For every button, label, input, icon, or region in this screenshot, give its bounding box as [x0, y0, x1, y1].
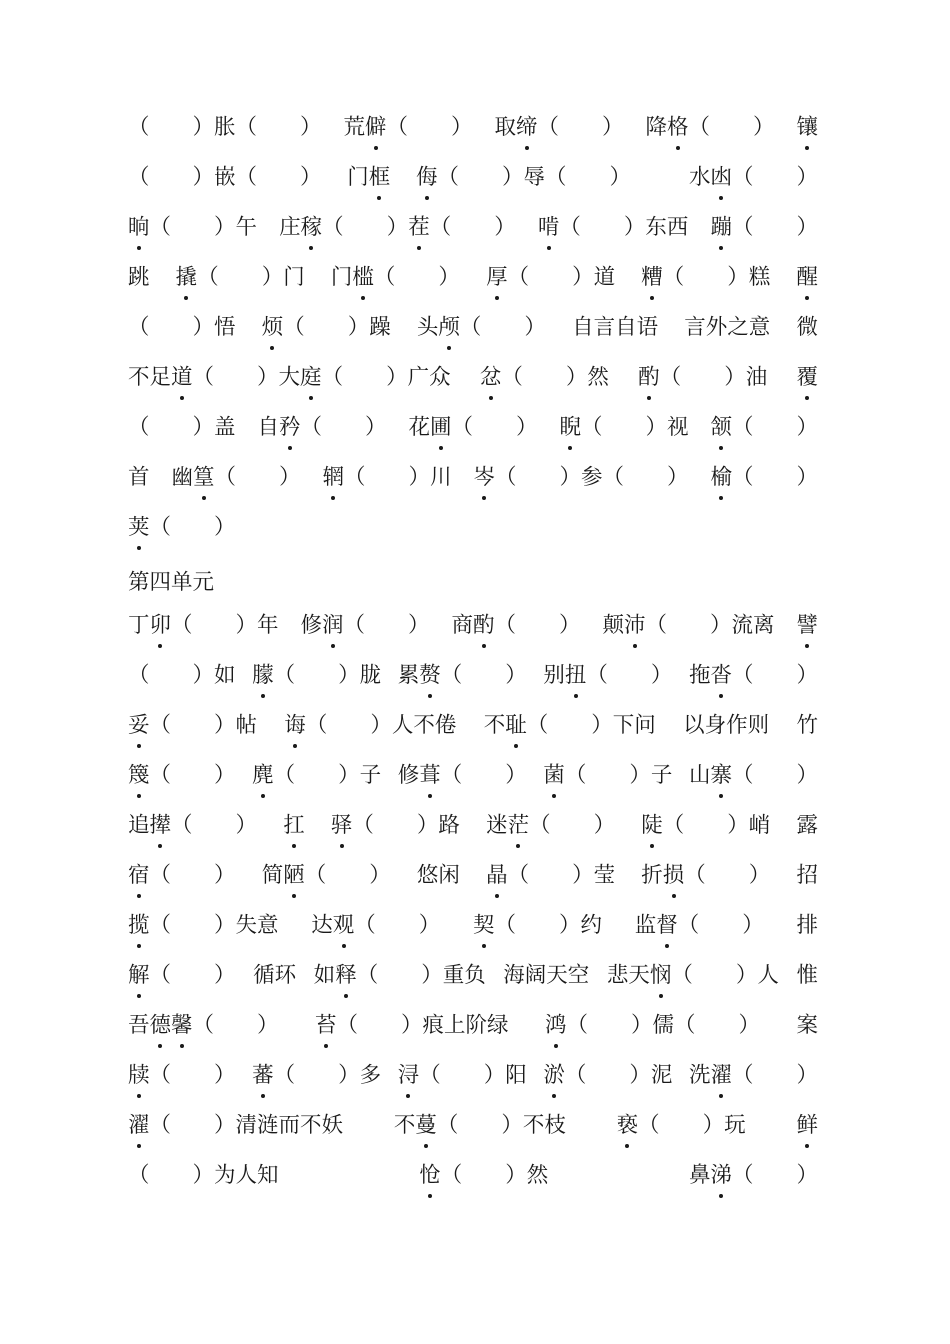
- exercise-item: 不蔓（ ）不枝: [394, 1111, 566, 1161]
- exercise-line: [128, 463, 818, 513]
- exercise-item: 幽篁（ ）: [171, 463, 300, 513]
- exercise-item: 不足道（ ）大庭（ ）广众: [128, 363, 451, 413]
- exercise-item: 简陋（ ）: [262, 861, 391, 911]
- exercise-item: 宿（ ）: [128, 861, 236, 911]
- exercise-item: [283, 811, 305, 861]
- exercise-item: 水凼（ ）: [689, 163, 818, 213]
- exercise-line: [128, 661, 818, 711]
- exercise-item: 累赘（ ）: [398, 661, 527, 711]
- exercise-line: [128, 711, 818, 761]
- exercise-item: [796, 1111, 818, 1161]
- dotted-character: 颅: [438, 313, 460, 343]
- exercise-line: [128, 1161, 818, 1211]
- exercise-item: 陡（ ）峭: [641, 811, 770, 861]
- exercise-item: （ ）胀（ ）: [128, 115, 322, 140]
- dotted-character: 朦: [252, 661, 274, 691]
- dotted-character: 契: [473, 911, 495, 941]
- dotted-character: 撵: [150, 811, 172, 841]
- exercise-item: （ ）为人知: [128, 1163, 279, 1188]
- dotted-character: 圃: [430, 413, 452, 443]
- exercise-item: 修润（ ）: [300, 611, 429, 661]
- exercise-item: 蹦（ ）: [710, 213, 818, 263]
- exercise-item: 驿（ ）路: [331, 811, 460, 861]
- dotted-character: 沛: [624, 611, 646, 641]
- exercise-item: 诲（ ）人不倦: [284, 711, 456, 761]
- exercise-item: 悠闲: [416, 863, 460, 888]
- dotted-character: 悯: [650, 961, 672, 991]
- exercise-item: 露: [796, 813, 818, 838]
- dotted-character: 庭: [300, 363, 322, 393]
- dotted-character: 麂: [252, 761, 274, 791]
- exercise-line: [128, 911, 818, 961]
- exercise-item: 修葺（ ）: [398, 761, 527, 811]
- dotted-character: 框: [369, 163, 391, 193]
- dotted-character: 葺: [419, 761, 441, 791]
- exercise-item: 吾德馨（ ）: [128, 1011, 279, 1061]
- dotted-character: 譬: [796, 611, 818, 641]
- exercise-item: 自言自语: [572, 315, 659, 340]
- dotted-character: 槛: [352, 263, 374, 293]
- dotted-character: 沓: [710, 661, 732, 691]
- dotted-character: 濯: [710, 1061, 732, 1091]
- exercise-line: [128, 313, 818, 363]
- exercise-item: 达观（ ）: [311, 911, 440, 961]
- exercise-item: 花圃（ ）: [408, 413, 537, 463]
- dotted-character: 菌: [543, 761, 565, 791]
- exercise-item: 妥（ ）帖: [128, 711, 257, 761]
- section-4-heading: 第四单元: [128, 570, 215, 595]
- dotted-character: 淤: [543, 1061, 565, 1091]
- exercise-line: [128, 1011, 818, 1061]
- exercise-item: 晶（ ）莹: [486, 861, 615, 911]
- exercise-item: 头颅（ ）: [417, 313, 546, 363]
- dotted-character: 诲: [284, 711, 306, 741]
- exercise-item: 海阔天空: [503, 963, 590, 988]
- dotted-character: 扭: [565, 661, 587, 691]
- exercise-item: 怆（ ）然: [419, 1161, 548, 1211]
- exercise-item: 忿（ ）然: [480, 363, 609, 413]
- dotted-character: 释: [335, 961, 357, 991]
- exercise-line: [128, 163, 818, 213]
- dotted-character: 烦: [262, 313, 284, 343]
- exercise-item: 别扭（ ）: [543, 661, 672, 711]
- dotted-character: 道: [171, 363, 193, 393]
- exercise-item: 浔（ ）阳: [398, 1061, 527, 1111]
- exercise-item: 酌（ ）油: [638, 363, 767, 413]
- exercise-item: 言外之意: [684, 315, 771, 340]
- exercise-line: [128, 861, 818, 911]
- dotted-character: 矜: [279, 413, 301, 443]
- dotted-character: 观: [333, 911, 355, 941]
- exercise-item: [796, 113, 818, 163]
- exercise-item: 鼻涕（ ）: [689, 1161, 818, 1211]
- dotted-character: 亵: [617, 1111, 639, 1141]
- exercise-item: 如释（ ）重负: [314, 961, 486, 1011]
- dotted-character: 赘: [419, 661, 441, 691]
- exercise-item: 岑（ ）参（ ）: [473, 463, 688, 513]
- dotted-character: 耻: [505, 711, 527, 741]
- exercise-item: 菌（ ）子: [543, 761, 672, 811]
- dotted-character: 榆: [710, 463, 732, 493]
- exercise-item: 淤（ ）泥: [543, 1061, 672, 1111]
- exercise-item: 亵（ ）玩: [617, 1111, 746, 1161]
- dotted-character: 酌: [473, 611, 495, 641]
- exercise-item: 荚（ ）: [128, 513, 236, 563]
- exercise-item: 降格（ ）: [645, 113, 774, 163]
- exercise-item: （ ）嵌（ ）: [128, 165, 322, 190]
- dotted-character: 损: [663, 861, 685, 891]
- exercise-line: [128, 1061, 818, 1111]
- dotted-character: 茫: [508, 811, 530, 841]
- dotted-character: 稼: [301, 213, 323, 243]
- dotted-character: 酌: [638, 363, 660, 393]
- dotted-character: 啃: [538, 213, 560, 243]
- dotted-character: 濯: [128, 1111, 150, 1141]
- dotted-character: 鸿: [545, 1011, 567, 1041]
- exercise-item: 追撵（ ）: [128, 811, 257, 861]
- dotted-character: 扛: [283, 811, 305, 841]
- exercise-line: [128, 761, 818, 811]
- dotted-character: 揽: [128, 911, 150, 941]
- exercise-item: 排: [796, 913, 818, 938]
- exercise-item: （ ）如: [128, 663, 236, 688]
- dotted-character: 馨: [171, 1011, 193, 1041]
- exercise-item: 悲天悯（ ）人: [607, 961, 779, 1011]
- exercise-item: [796, 263, 818, 313]
- dotted-character: 陡: [641, 811, 663, 841]
- exercise-item: 监督（ ）: [635, 911, 764, 961]
- dotted-character: 督: [656, 911, 678, 941]
- exercise-item: 自矜（ ）: [257, 413, 386, 463]
- dotted-character: 妥: [128, 711, 150, 741]
- dotted-character: 涕: [710, 1161, 732, 1191]
- exercise-item: 洗濯（ ）: [689, 1061, 818, 1111]
- dotted-character: 陋: [283, 861, 305, 891]
- exercise-item: 辋（ ）川: [322, 463, 451, 513]
- exercise-item: 牍（ ）: [128, 1061, 236, 1111]
- exercise-item: 庄稼（ ）茬（ ）: [279, 213, 516, 263]
- exercise-item: [796, 363, 818, 413]
- exercise-item: 丁卯（ ）年: [128, 611, 279, 661]
- exercise-item: 糟（ ）糕: [641, 263, 770, 313]
- dotted-character: 凼: [710, 163, 732, 193]
- dotted-character: 篁: [193, 463, 215, 493]
- exercise-item: 烦（ ）躁: [262, 313, 391, 363]
- dotted-character: 睨: [559, 413, 581, 443]
- exercise-item: [796, 611, 818, 661]
- exercise-item: 迷茫（ ）: [486, 811, 615, 861]
- exercise-item: 招: [796, 863, 818, 888]
- exercise-item: 揽（ ）失意: [128, 911, 279, 961]
- exercise-item: （ ）盖: [128, 415, 236, 440]
- exercise-item: 门框: [347, 163, 390, 213]
- dotted-character: 晶: [486, 861, 508, 891]
- dotted-character: 覆: [796, 363, 818, 393]
- dotted-character: 茬: [408, 213, 430, 243]
- dotted-character: 润: [322, 611, 344, 641]
- dotted-character: 德: [150, 1011, 172, 1041]
- exercise-item: 契（ ）约: [473, 911, 602, 961]
- exercise-line: [128, 961, 818, 1011]
- dotted-character: 辋: [322, 463, 344, 493]
- exercise-item: 麂（ ）子: [252, 761, 381, 811]
- dotted-character: 缔: [516, 113, 538, 143]
- dotted-character: 格: [667, 113, 689, 143]
- exercise-item: 朦（ ）胧: [252, 661, 381, 711]
- exercise-item: 不耻（ ）下问: [484, 711, 656, 761]
- exercise-item: 厚（ ）道: [486, 263, 615, 313]
- exercise-line: [128, 263, 818, 313]
- dotted-character: 解: [128, 961, 150, 991]
- dotted-character: 蔓: [415, 1111, 437, 1141]
- exercise-line: [128, 113, 818, 163]
- exercise-item: 晌（ ）午: [128, 213, 257, 263]
- dotted-character: 晌: [128, 213, 150, 243]
- exercise-item: 啃（ ）东西: [538, 213, 689, 263]
- exercise-item: 案: [796, 1013, 818, 1038]
- exercise-line: [128, 413, 818, 463]
- exercise-item: 榆（ ）: [710, 463, 818, 513]
- exercise-item: 循环: [253, 963, 297, 988]
- exercise-item: 颔（ ）: [710, 413, 818, 463]
- exercise-item: 山寨（ ）: [689, 761, 818, 811]
- exercise-item: 微: [796, 315, 818, 340]
- dotted-character: 牍: [128, 1061, 150, 1091]
- exercise-item: 首: [128, 465, 150, 490]
- dotted-character: 宿: [128, 861, 150, 891]
- exercise-item: 颠沛（ ）流离: [602, 611, 774, 661]
- exercise-item: 蕃（ ）多: [252, 1061, 381, 1111]
- dotted-character: 苔: [315, 1011, 337, 1041]
- dotted-character: 忿: [480, 363, 502, 393]
- dotted-character: 蹦: [710, 213, 732, 243]
- dotted-character: 岑: [473, 463, 495, 493]
- exercise-item: 荒僻（ ）: [343, 113, 472, 163]
- exercise-item: 以身作则: [683, 713, 770, 738]
- dotted-character: 侮: [416, 163, 438, 193]
- dotted-character: 蕃: [252, 1061, 274, 1091]
- exercise-item: 侮（ ）辱（ ）: [416, 163, 663, 213]
- exercise-item: 睨（ ）视: [559, 413, 688, 463]
- exercise-item: （ ）悟: [128, 315, 236, 340]
- exercise-item: 竹: [796, 713, 818, 738]
- dotted-character: 糟: [641, 263, 663, 293]
- exercise-item: 苔（ ）痕上阶绿: [315, 1011, 509, 1061]
- dotted-character: 怆: [419, 1161, 441, 1191]
- exercise-line: [128, 213, 818, 263]
- exercise-item: 拖沓（ ）: [689, 661, 818, 711]
- exercise-item: 取缔（ ）: [494, 113, 623, 163]
- exercise-line: [128, 513, 818, 563]
- exercise-item: 商酌（ ）: [451, 611, 580, 661]
- dotted-character: 鲜: [796, 1111, 818, 1141]
- exercise-item: 濯（ ）清涟而不妖: [128, 1111, 343, 1161]
- dotted-character: 篾: [128, 761, 150, 791]
- exercise-item: 篾（ ）: [128, 761, 236, 811]
- exercise-line: [128, 611, 818, 661]
- dotted-character: 颔: [710, 413, 732, 443]
- dotted-character: 撬: [176, 263, 198, 293]
- exercise-item: 折损（ ）: [641, 861, 770, 911]
- exercise-item: 鸿（ ）儒（ ）: [545, 1011, 760, 1061]
- dotted-character: 荚: [128, 513, 150, 543]
- exercise-item: 撬（ ）门: [176, 263, 305, 313]
- exercise-line: [128, 811, 818, 861]
- dotted-character: 厚: [486, 263, 508, 293]
- exercise-item: 惟: [796, 963, 818, 988]
- exercise-item: 解（ ）: [128, 961, 236, 1011]
- exercise-item: 跳: [128, 265, 150, 290]
- dotted-character: 寨: [710, 761, 732, 791]
- dotted-character: 驿: [331, 811, 353, 841]
- exercise-line: [128, 1111, 818, 1161]
- exercise-item: 门槛（ ）: [331, 263, 460, 313]
- dotted-character: 镶: [796, 113, 818, 143]
- dotted-character: 醒: [796, 263, 818, 293]
- dotted-character: 僻: [365, 113, 387, 143]
- exercise-line: [128, 363, 818, 413]
- dotted-character: 浔: [398, 1061, 420, 1091]
- dotted-character: 卯: [150, 611, 172, 641]
